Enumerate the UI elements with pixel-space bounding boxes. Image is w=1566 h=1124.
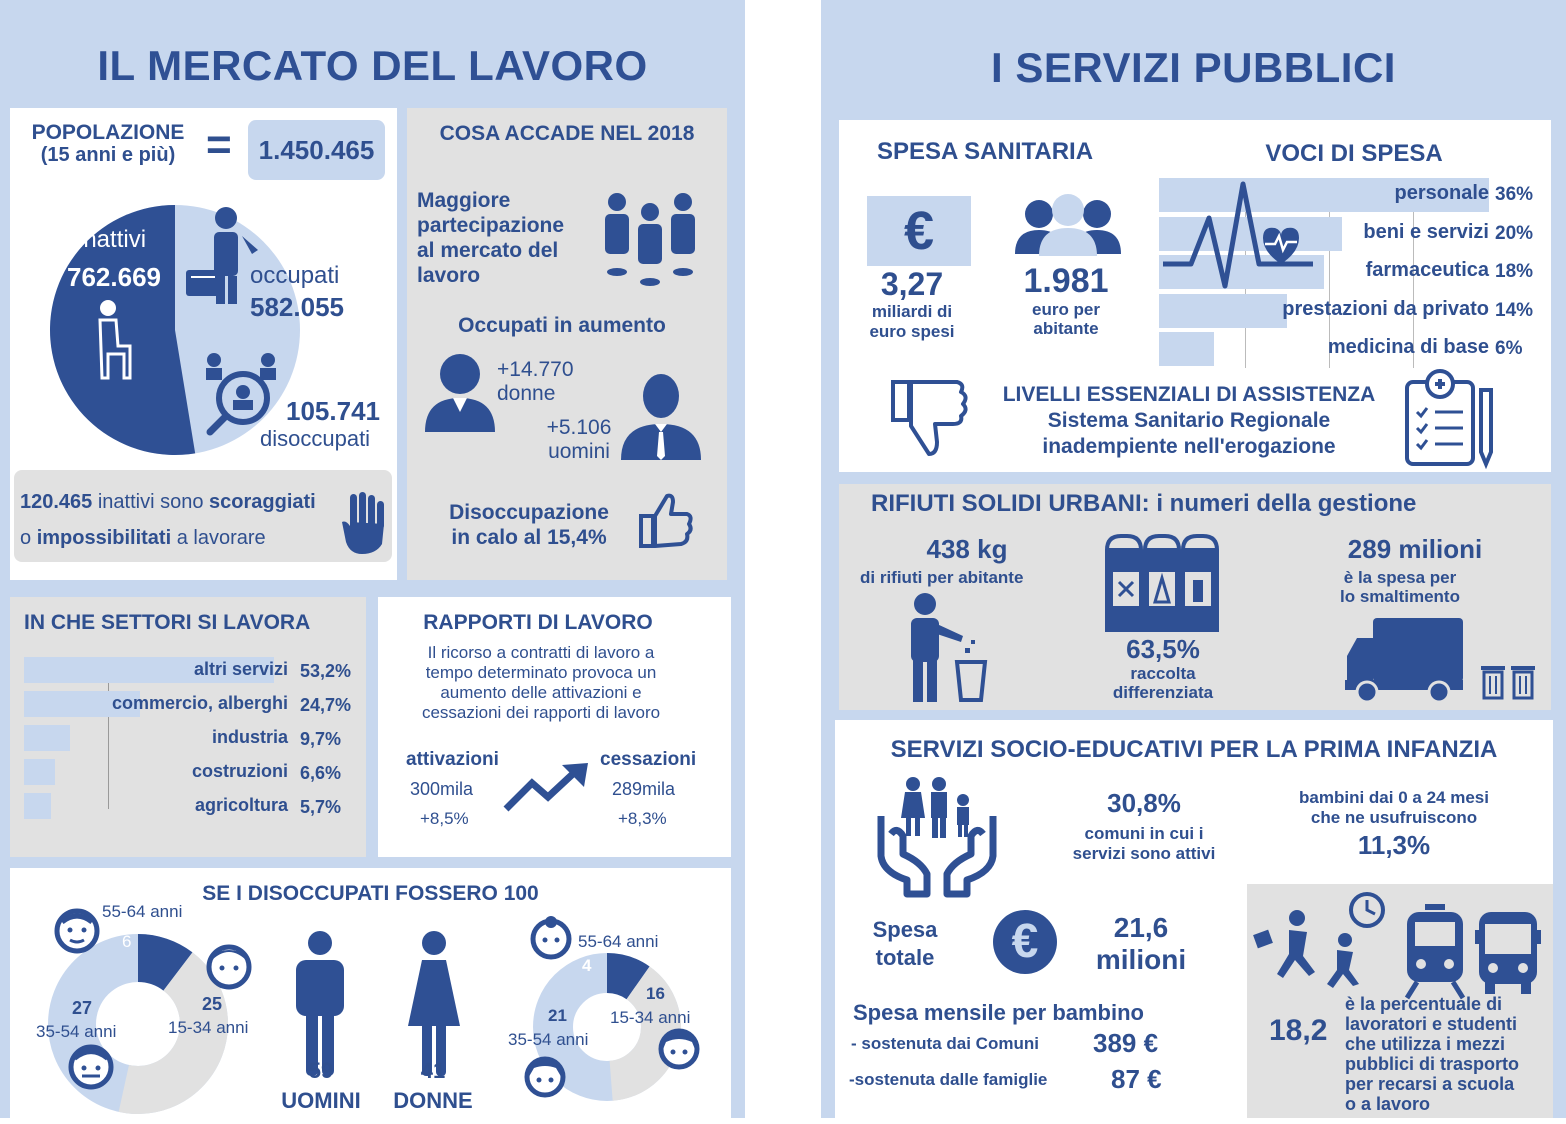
group-people-icon bbox=[603, 192, 698, 292]
women-35-54-value: 21 bbox=[548, 1006, 567, 1025]
women-15-34-value: 16 bbox=[646, 984, 665, 1003]
inattivi-value: 762.669 bbox=[67, 262, 161, 292]
man-icon bbox=[621, 372, 701, 462]
worker-briefcase-icon bbox=[186, 206, 266, 306]
young-woman-face-icon bbox=[658, 1028, 700, 1070]
seated-person-icon bbox=[90, 300, 140, 380]
women-increase: +14.770 donne bbox=[497, 358, 574, 405]
work-contracts-text: Il ricorso a contratti di lavoro a tempo determinato provoca un aumento delle attivazioni e cessazioni dei rapporti di lavoro bbox=[421, 643, 661, 722]
family-hands-icon bbox=[877, 776, 997, 896]
sector-label: commercio, alberghi bbox=[111, 693, 288, 713]
municipalities-value: 30,8% bbox=[1107, 788, 1181, 818]
sector-bar bbox=[24, 759, 55, 785]
unemployed-100-panel bbox=[10, 868, 731, 1118]
men-15-34-value: 25 bbox=[202, 994, 223, 1014]
disoccupati-label: disoccupati bbox=[260, 426, 371, 451]
euro-coin-icon: € bbox=[993, 910, 1057, 974]
terminations-pct: +8,3% bbox=[618, 809, 667, 828]
sectors-title: IN CHE SETTORI SI LAVORA bbox=[24, 611, 311, 634]
population-value: 1.450.465 bbox=[248, 120, 385, 180]
population-label: POPOLAZIONE (15 anni e più) bbox=[31, 121, 185, 166]
men-total-value: 59 bbox=[308, 1058, 334, 1083]
municipalities-label: comuni in cui i servizi sono attivi bbox=[1072, 824, 1216, 863]
man-face-icon bbox=[68, 1044, 114, 1090]
women-55-64-label: 55-64 anni bbox=[578, 932, 659, 951]
expense-label: beni e servizi bbox=[1363, 220, 1489, 243]
discouraged-text: 120.465 inattivi sono scoraggiati o impossibilitati a lavorare bbox=[20, 491, 316, 549]
thumbs-up-icon bbox=[639, 492, 693, 550]
thumbs-down-icon bbox=[891, 380, 971, 456]
transport-text: è la percentuale di lavoratori e studenti che utilizza i mezzi pubblici di trasporto per recarsi a scuola o a lavoro bbox=[1345, 994, 1519, 1114]
health-spending-value: 3,27 bbox=[880, 266, 944, 302]
running-commuters-icon bbox=[1253, 890, 1383, 990]
children-value: 11,3% bbox=[1357, 830, 1431, 860]
occupati-value: 582.055 bbox=[250, 292, 344, 322]
woman-icon bbox=[425, 352, 495, 432]
disposal-cost-value: 289 milioni bbox=[1347, 534, 1483, 564]
lea-text: LIVELLI ESSENZIALI DI ASSISTENZA Sistema Sanitario Regionale inadempiente nell'erogazione bbox=[1002, 383, 1376, 458]
raised-hand-icon bbox=[340, 492, 386, 554]
transport-value: 18,2 bbox=[1269, 1014, 1328, 1047]
person-throwing-trash-icon bbox=[901, 592, 991, 704]
participation-text: Maggiore partecipazione al mercato del lavoro bbox=[417, 189, 565, 287]
waste-kg-label: di rifiuti per abitante bbox=[860, 568, 1024, 587]
euro-icon: € bbox=[867, 196, 971, 266]
women-35-54-label: 35-54 anni bbox=[508, 1030, 589, 1049]
health-spending-panel bbox=[839, 120, 1551, 472]
labor-market-column bbox=[0, 0, 745, 1118]
women-total-label: DONNE bbox=[393, 1088, 473, 1113]
public-transport-box bbox=[1247, 884, 1553, 1118]
people-group-icon bbox=[1015, 196, 1121, 256]
sector-value: 53,2% bbox=[300, 661, 352, 681]
work-contracts-panel bbox=[378, 597, 731, 857]
activations-pct: +8,5% bbox=[420, 809, 469, 828]
trend-arrow-icon bbox=[504, 763, 588, 813]
waste-kg-value: 438 kg bbox=[926, 534, 1008, 564]
recycling-label: raccolta differenziata bbox=[1112, 664, 1214, 702]
men-35-54-label: 35-54 anni bbox=[36, 1022, 117, 1041]
monthly-spending-title: Spesa mensile per bambino bbox=[853, 1000, 1144, 1025]
activations-label: attivazioni bbox=[406, 749, 499, 770]
disposal-cost-label: è la spesa per lo smaltimento bbox=[1340, 568, 1460, 606]
woman-face-icon bbox=[524, 1056, 566, 1098]
events-2018-title: COSA ACCADE NEL 2018 bbox=[439, 122, 695, 145]
sector-label: costruzioni bbox=[191, 761, 288, 781]
sector-label: altri servizi bbox=[193, 659, 288, 679]
equals-sign: = bbox=[206, 120, 232, 169]
men-35-54-value: 27 bbox=[72, 998, 93, 1018]
expense-value: 20% bbox=[1495, 222, 1534, 244]
sector-value: 9,7% bbox=[300, 729, 342, 749]
old-woman-face-icon bbox=[530, 918, 572, 960]
sector-label: agricoltura bbox=[194, 795, 288, 815]
expense-value: 14% bbox=[1495, 299, 1534, 321]
expense-bar bbox=[1159, 294, 1287, 328]
men-total-label: UOMINI bbox=[281, 1088, 361, 1113]
municipal-share-label: - sostenuta dai Comuni bbox=[851, 1034, 1039, 1053]
children-label: bambini dai 0 a 24 mesi che ne usufruiscono bbox=[1299, 788, 1489, 827]
men-55-64-value: 6 bbox=[122, 932, 132, 951]
sector-label: industria bbox=[211, 727, 288, 747]
women-15-34-label: 15-34 anni bbox=[610, 1008, 691, 1027]
heartbeat-icon bbox=[1163, 182, 1313, 292]
men-55-64-label: 55-64 anni bbox=[102, 902, 183, 921]
old-man-face-icon bbox=[54, 908, 100, 954]
expense-items-title: VOCI DI SPESA bbox=[1265, 140, 1443, 167]
sector-value: 6,6% bbox=[300, 763, 342, 783]
men-increase: +5.106 uomini bbox=[546, 416, 612, 463]
unemployment-decrease: Disoccupazione in calo al 15,4% bbox=[449, 501, 609, 549]
per-capita-value: 1.981 bbox=[1023, 262, 1109, 300]
disoccupati-value: 105.741 bbox=[286, 396, 380, 426]
expense-label: prestazioni da privato bbox=[1282, 297, 1489, 320]
inattivi-label: inattivi bbox=[78, 226, 147, 253]
sectors-panel bbox=[10, 597, 366, 857]
total-spending-value: 21,6 milioni bbox=[1095, 912, 1187, 975]
work-contracts-title: RAPPORTI DI LAVORO bbox=[423, 611, 653, 634]
population-panel bbox=[10, 108, 397, 580]
expense-label: personale bbox=[1394, 182, 1489, 204]
waste-panel bbox=[839, 484, 1551, 710]
employed-increase-title: Occupati in aumento bbox=[458, 314, 666, 337]
medical-checklist-icon bbox=[1403, 370, 1499, 468]
expense-label: medicina di base bbox=[1327, 336, 1489, 358]
childcare-panel bbox=[835, 720, 1553, 1118]
expense-value: 36% bbox=[1495, 184, 1534, 205]
total-spending-label: Spesa totale bbox=[872, 917, 938, 970]
men-15-34-label: 15-34 anni bbox=[168, 1018, 249, 1037]
sector-bar bbox=[24, 725, 70, 751]
childcare-title: SERVIZI SOCIO-EDUCATIVI PER LA PRIMA INFANZIA bbox=[890, 736, 1498, 763]
women-55-64-segment bbox=[607, 973, 638, 983]
young-man-face-icon bbox=[206, 944, 252, 990]
terminations-label: cessazioni bbox=[600, 749, 697, 770]
unemployed-100-title: SE I DISOCCUPATI FOSSERO 100 bbox=[202, 882, 539, 905]
sector-value: 5,7% bbox=[300, 797, 342, 817]
sector-value: 24,7% bbox=[300, 695, 352, 715]
public-services-title: I SERVIZI PUBBLICI bbox=[991, 44, 1396, 91]
terminations-value: 289mila bbox=[612, 779, 676, 799]
men-55-64-segment bbox=[138, 958, 178, 971]
expense-label: farmaceutica bbox=[1365, 259, 1489, 281]
per-capita-label: euro per abitante bbox=[1031, 300, 1101, 338]
health-spending-label: miliardi di euro spesi bbox=[869, 302, 955, 341]
waste-title: RIFIUTI SOLIDI URBANI: i numeri della gestione bbox=[871, 490, 1417, 517]
occupati-label: occupati bbox=[250, 262, 340, 289]
municipal-share-value: 389 € bbox=[1093, 1028, 1159, 1058]
women-55-64-value: 4 bbox=[582, 956, 592, 975]
discouraged-note bbox=[14, 470, 392, 562]
garbage-truck-icon bbox=[1343, 616, 1467, 704]
bus-icon bbox=[1475, 910, 1541, 996]
events-2018-panel bbox=[407, 108, 727, 580]
activations-value: 300mila bbox=[410, 779, 474, 799]
family-share-value: 87 € bbox=[1111, 1064, 1162, 1094]
recycling-value: 63,5% bbox=[1126, 634, 1200, 664]
health-spending-title: SPESA SANITARIA bbox=[877, 138, 1094, 165]
trash-cans-icon bbox=[1479, 660, 1539, 700]
labor-market-title: IL MERCATO DEL LAVORO bbox=[97, 42, 648, 89]
sector-bar bbox=[24, 793, 51, 819]
train-icon bbox=[1403, 904, 1467, 998]
women-total-value: 41 bbox=[420, 1058, 446, 1083]
expense-value: 6% bbox=[1495, 338, 1523, 359]
expense-value: 18% bbox=[1495, 261, 1534, 282]
recycling-bins-icon bbox=[1103, 534, 1223, 634]
expense-bar bbox=[1159, 332, 1214, 366]
family-share-label: -sostenuta dalle famiglie bbox=[849, 1070, 1048, 1089]
public-services-column bbox=[821, 0, 1566, 1118]
